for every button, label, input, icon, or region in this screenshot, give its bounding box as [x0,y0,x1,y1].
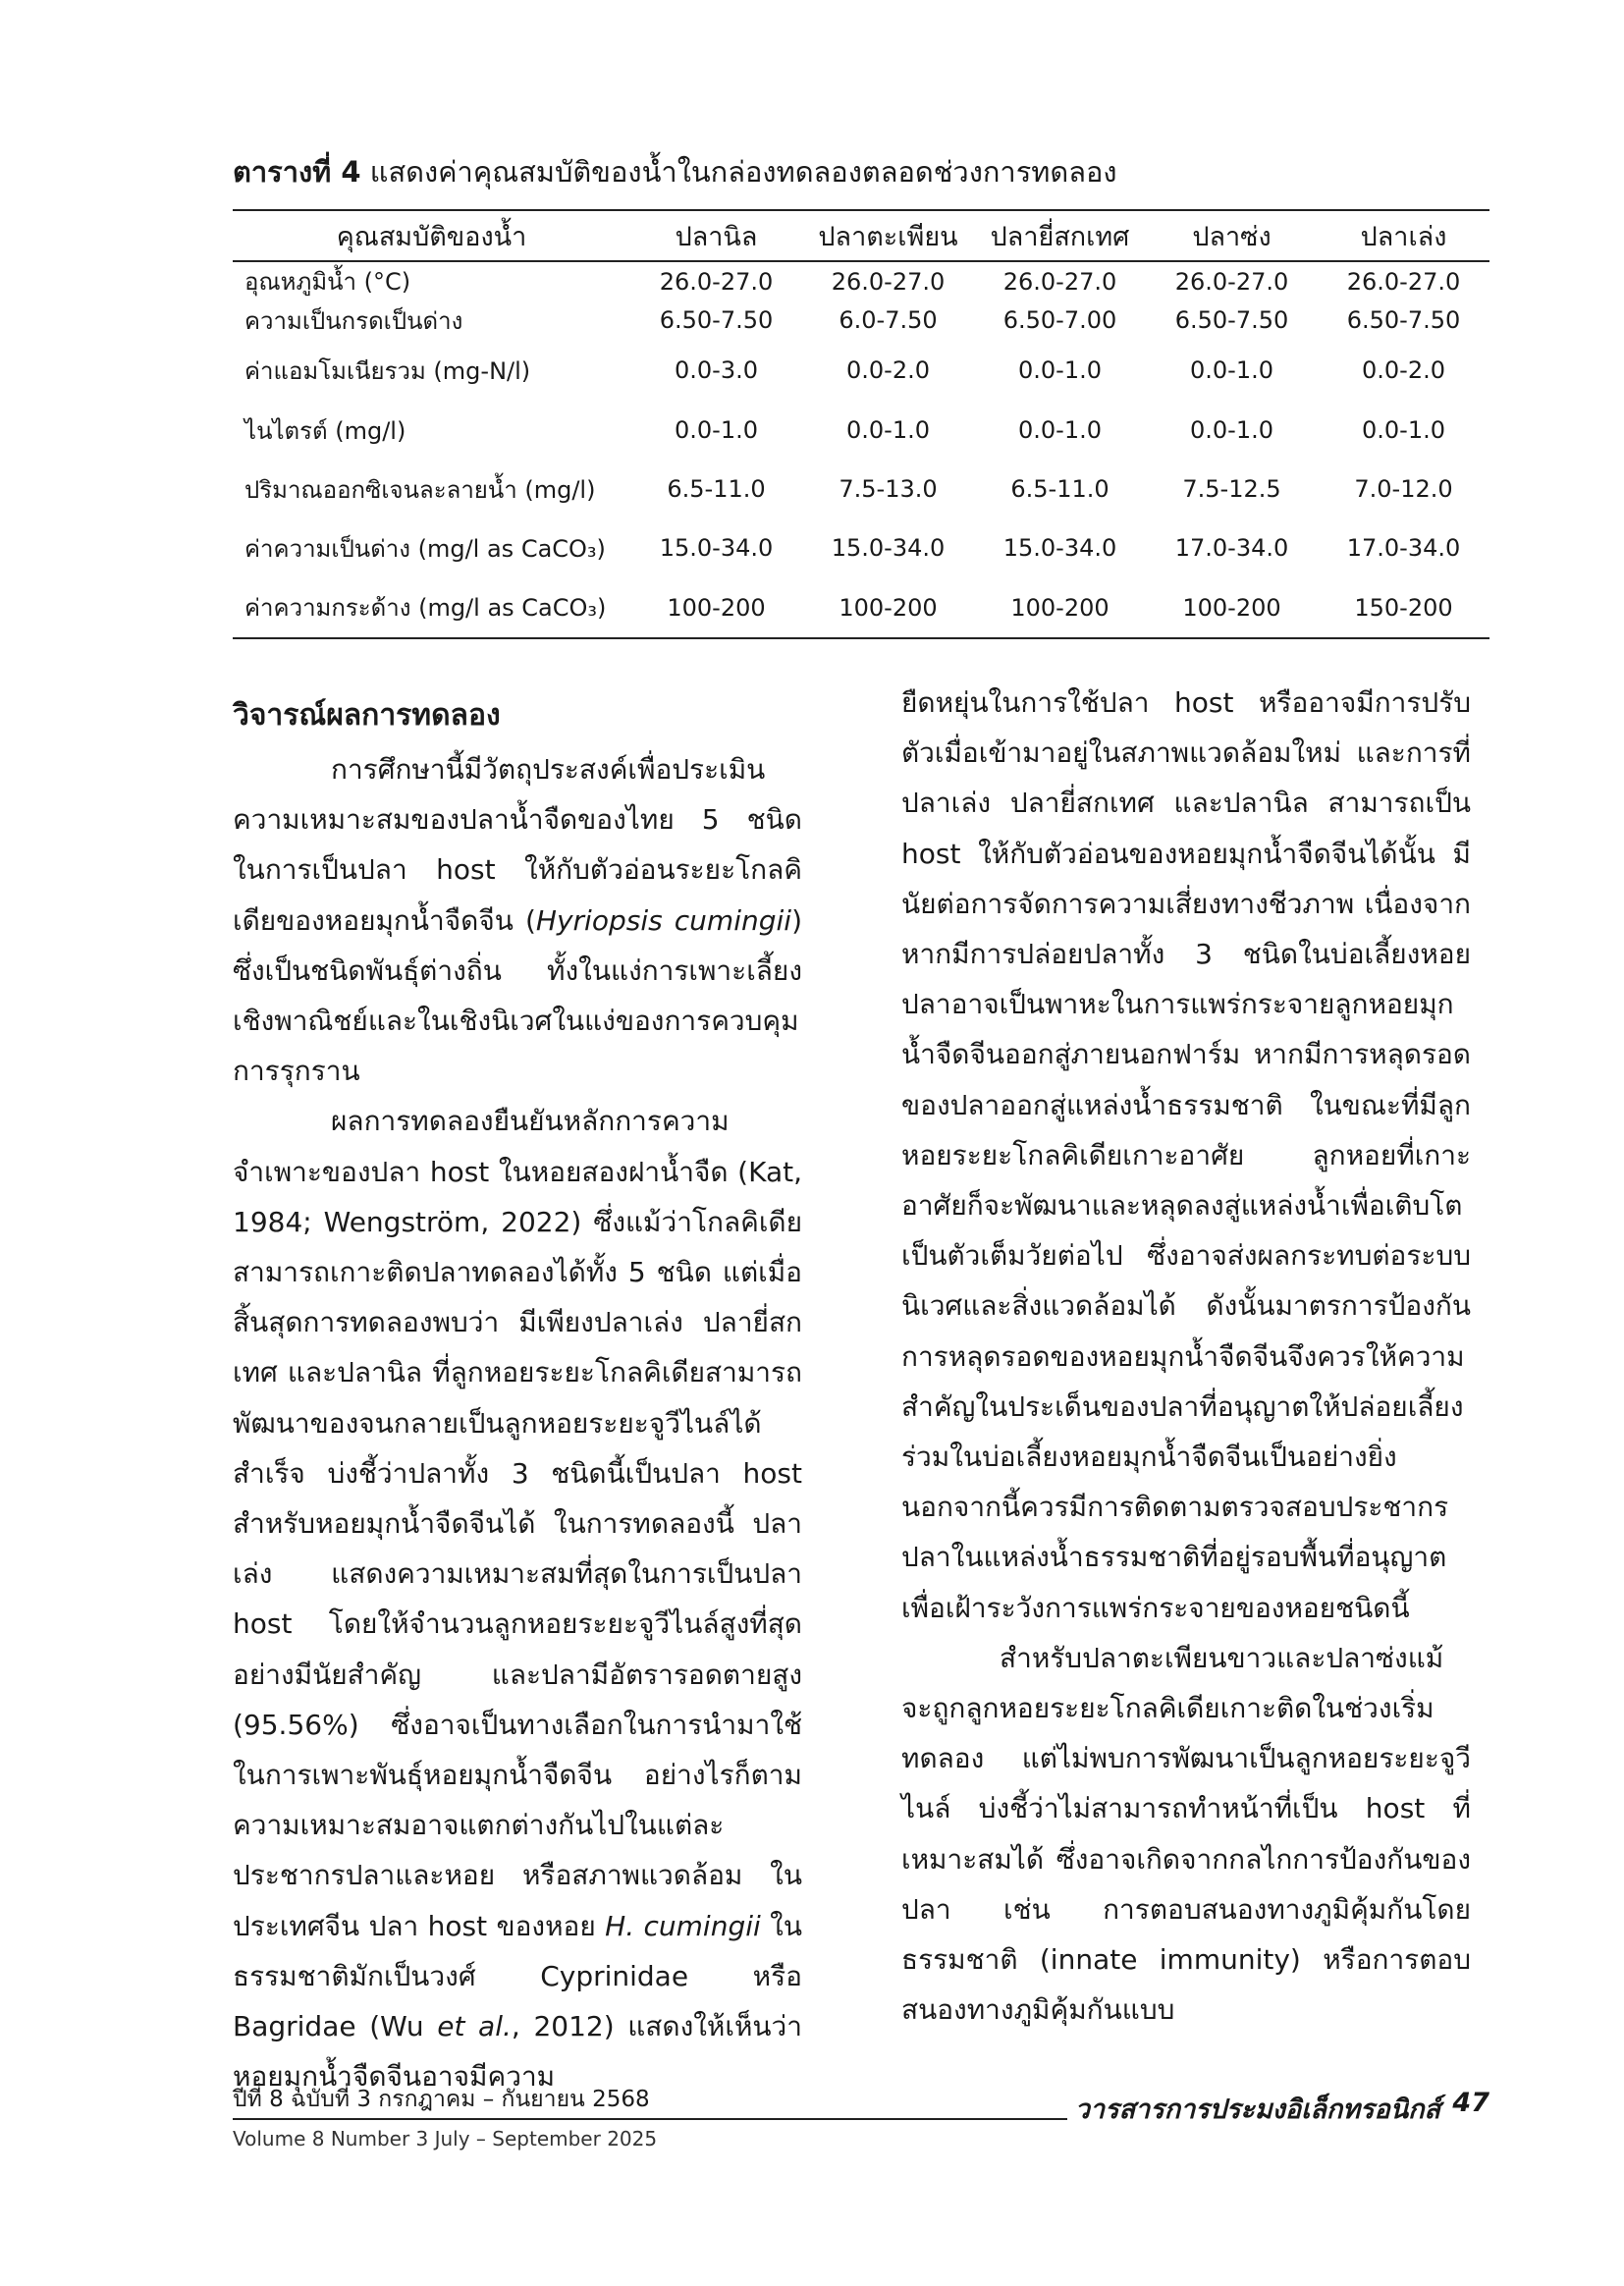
page-number: 47 [1452,2088,1489,2118]
table-header-row [233,210,1489,261]
table-cell: 6.5-11.0 [1010,475,1110,503]
footer-issue-thai: ปีที่ 8 ฉบับที่ 3 กรกฎาคม – กันยายน 2568 [233,2087,650,2112]
table-row [233,577,1489,638]
table-cell: 150-200 [1318,577,1489,638]
footer-divider [233,2118,1067,2120]
paragraph: ผลการทดลองยืนยันหลักการความจำเพาะของปลา host ในหอยสองฝาน้ำจืด (Kat, 1984; Wengström, 2022) ซึ่งแม้ว่าโกลคิเดียสามารถเกาะติดปลาทดลองได้ทั้ง 5 ชนิด แต่เมื่อสิ้นสุดการทดลองพบว่า มีเพียงปลาเล่ง ปลายี่สกเทศ และปลานิล ที่ลูกหอยระยะโกลคิเดียสามารถพัฒนาของจนกลายเป็นลูกหอยระยะจูวีไนล์ได้สำเร็จ บ่งชี้ว่าปลาทั้ง 3 ชนิดนี้เป็นปลา host สำหรับหอยมุกน้ำจืดจีนได้ ในการทดลองนี้ ปลาเล่ง แสดงความเหมาะสมที่สุดในการเป็นปลา host โดยให้จำนวนลูกหอยระยะจูวีไนล์สูงที่สุดอย่างมีนัยสำคัญ และปลามีอัตรารอดตายสูง (95.56%) ซึ่งอาจเป็นทางเลือกในการนำมาใช้ในการเพาะพันธุ์หอยมุกน้ำจืดจีน อย่างไรก็ตามความเหมาะสมอาจแตกต่างกันไปในแต่ละประชากรปลาและหอย หรือสภาพแวดล้อม ในประเทศจีน ปลา host ของหอย H. cumingii ในธรรมชาติมักเป็นวงศ์ Cyprinidae หรือ Bagridae (Wu et al., 2012) แสดงให้เห็นว่าหอยมุกน้ำจืดจีนอาจมีความ [233,1105,802,2094]
table-cell: 0.0-1.0 [846,416,930,444]
table-caption [233,150,1489,193]
paragraph: การศึกษานี้มีวัตถุประสงค์เพื่อประเมินความเหมาะสมของปลาน้ำจืดของไทย 5 ชนิด ในการเป็นปลา host ให้กับตัวอ่อนระยะโกลคิเดียของหอยมุกน้ำจืดจีน (Hyriopsis cumingii) ซึ่งเป็นชนิดพันธุ์ต่างถิ่น ทั้งในแง่การเพาะเลี้ยงเชิงพาณิชย์และในเชิงนิเวศในแง่ของการควบคุมการรุกราน [233,753,802,1088]
table-caption-text: แสดงค่าคุณสมบัติของน้ำในกล่องทดลองตลอดช่วงการทดลอง [360,155,1117,189]
table-cell: 26.0-27.0 [1002,267,1117,296]
table-caption-label: ตารางที่ 4 [233,155,361,189]
table-cell: 100-200 [630,577,802,638]
footer-journal-title: วารสารการประมงอิเล็กทรอนิกส์ [1074,2095,1440,2125]
table-cell: 6.0-7.50 [839,306,938,334]
table-row [233,460,1489,518]
left-column [233,687,802,2101]
header-fish-5: ปลาเล่ง [1318,210,1489,261]
table-cell: 6.50-7.00 [1002,306,1117,334]
section-heading: วิจารณ์ผลการทดลอง [233,698,501,733]
table-cell: 0.0-3.0 [675,356,758,384]
table-cell: 0.0-1.0 [1018,416,1102,444]
table-cell: 0.0-1.0 [1190,356,1273,384]
table-row [233,300,1489,340]
table-cell: 100-200 [802,577,974,638]
table-cell: 100-200 [974,577,1146,638]
species-name: H. cumingii [605,1909,761,1942]
table-cell: 26.0-27.0 [1174,267,1289,296]
table-cell: 15.0-34.0 [659,534,774,562]
table-row [233,401,1489,460]
table-cell: 26.0-27.0 [831,267,946,296]
table-cell: 6.5-11.0 [667,475,766,503]
table-row [233,340,1489,401]
table-cell: 26.0-27.0 [1346,267,1461,296]
table-cell: ค่าความกระด้าง (mg/l as CaCO₃) [233,577,630,638]
table-cell: 0.0-1.0 [675,416,758,444]
header-fish-3: ปลายี่สกเทศ [974,210,1146,261]
table-cell: ค่าความเป็นด่าง (mg/l as CaCO₃) [244,534,606,563]
citation-etal: et al. [437,2010,512,2043]
header-fish-1: ปลานิล [630,210,802,261]
table-cell: 0.0-1.0 [1190,416,1273,444]
table-cell: 6.50-7.50 [659,306,774,334]
table-cell: 26.0-27.0 [659,267,774,296]
paragraph: ยืดหยุ่นในการใช้ปลา host หรืออาจมีการปรับตัวเมื่อเข้ามาอยู่ในสภาพแวดล้อมใหม่ และการที่ปลาเล่ง ปลายี่สกเทศ และปลานิล สามารถเป็น host ให้กับตัวอ่อนของหอยมุกน้ำจืดจีนได้นั้น มีนัยต่อการจัดการความเสี่ยงทางชีวภาพ เนื่องจากหากมีการปล่อยปลาทั้ง 3 ชนิดในบ่อเลี้ยงหอย ปลาอาจเป็นพาหะในการแพร่กระจายลูกหอยมุกน้ำจืดจีนออกสู่ภายนอกฟาร์ม หากมีการหลุดรอดของปลาออกสู่แหล่งน้ำธรรมชาติ ในขณะที่มีลูกหอยระยะโกลคิเดียเกาะอาศัย ลูกหอยที่เกาะอาศัยก็จะพัฒนาและหลุดลงสู่แหล่งน้ำเพื่อเติบโตเป็นตัวเต็มวัยต่อไป ซึ่งอาจส่งผลกระทบต่อระบบนิเวศและสิ่งแวดล้อมได้ ดังนั้นมาตรการป้องกันการหลุดรอดของหอยมุกน้ำจืดจีนจึงควรให้ความสำคัญในประเด็นของปลาที่อนุญาตให้ปล่อยเลี้ยงร่วมในบ่อเลี้ยงหอยมุกน้ำจืดจีนเป็นอย่างยิ่ง นอกจากนี้ควรมีการติดตามตรวจสอบประชากรปลาในแหล่งน้ำธรรมชาติที่อยู่รอบพื้นที่อนุญาต เพื่อเฝ้าระวังการแพร่กระจายของหอยชนิดนี้ [901,686,1471,1624]
table-cell: ค่าแอมโมเนียรวม (mg-N/l) [244,356,531,385]
table-cell: 7.5-12.5 [1182,475,1281,503]
header-property: คุณสมบัติของน้ำ [233,210,630,261]
table-cell: 0.0-2.0 [1362,356,1445,384]
table-cell: 7.0-12.0 [1354,475,1453,503]
table-cell: 7.5-13.0 [839,475,938,503]
species-name: Hyriopsis cumingii [535,903,792,937]
table-cell: 0.0-2.0 [846,356,930,384]
table-cell: 15.0-34.0 [831,534,946,562]
table-cell: 0.0-1.0 [1362,416,1445,444]
table-cell: ไนไตรต์ (mg/l) [244,416,406,445]
paragraph: สำหรับปลาตะเพียนขาวและปลาซ่งแม้จะถูกลูกหอยระยะโกลคิเดียเกาะติดในช่วงเริ่มทดลอง แต่ไม่พบการพัฒนาเป็นลูกหอยระยะจูวีไนล์ บ่งชี้ว่าไม่สามารถทำหน้าที่เป็น host ที่เหมาะสมได้ ซึ่งอาจเกิดจากกลไกการป้องกันของปลา เช่น การตอบสนองทางภูมิคุ้มกันโดยธรรมชาติ (innate immunity) หรือการตอบสนองทางภูมิคุ้มกันแบบ [901,1641,1471,2027]
table-cell: 0.0-1.0 [1018,356,1102,384]
table-cell: 100-200 [1146,577,1318,638]
table-cell: ความเป็นกรดเป็นด่าง [244,306,463,335]
table-cell: อุณหภูมิน้ำ (°C) [244,268,411,296]
table-cell: 6.50-7.50 [1346,306,1461,334]
table-cell: 17.0-34.0 [1346,534,1461,562]
table-cell: 6.50-7.50 [1174,306,1289,334]
right-column [901,678,1471,2035]
table-cell: ปริมาณออกซิเจนละลายน้ำ (mg/l) [244,475,596,504]
header-fish-2: ปลาตะเพียน [802,210,974,261]
table-row [233,261,1489,300]
footer-volume-en: Volume 8 Number 3 July – September 2025 [233,2127,658,2150]
table-cell: 15.0-34.0 [1002,534,1117,562]
water-quality-table [233,209,1489,639]
header-fish-4: ปลาซ่ง [1146,210,1318,261]
table-row [233,518,1489,577]
table-cell: 17.0-34.0 [1174,534,1289,562]
